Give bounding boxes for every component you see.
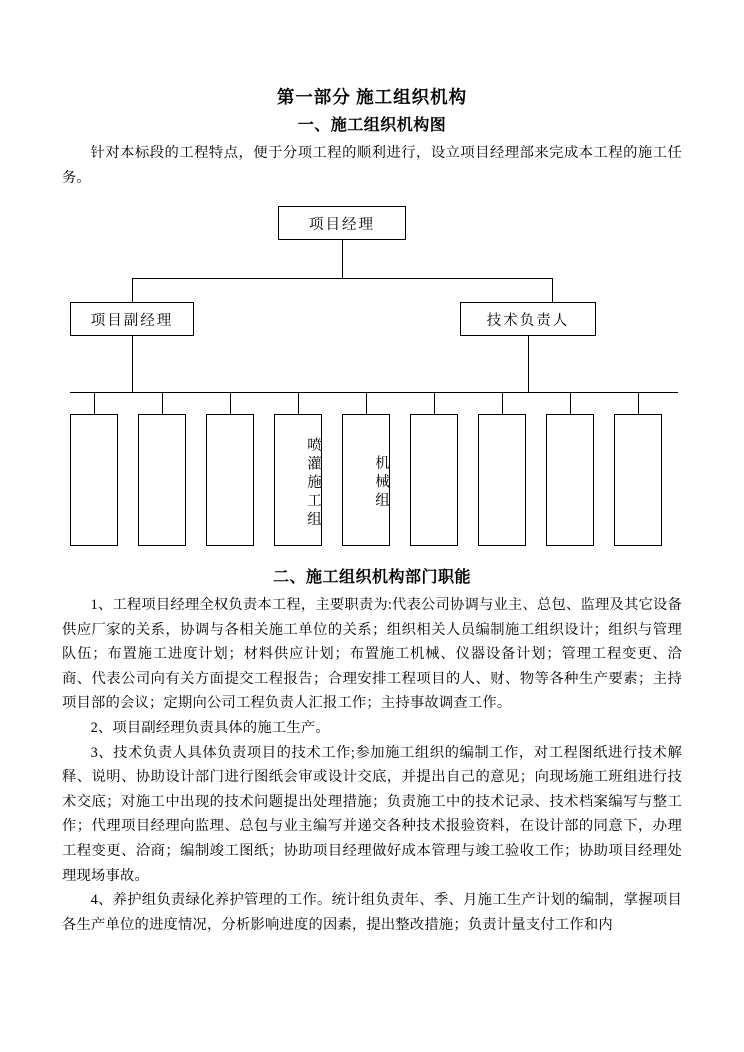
connector-bus-drop-4: [298, 392, 299, 414]
intro-paragraph: 针对本标段的工程特点，便于分项工程的顺利进行，设立项目经理部来完成本工程的施工任务。: [62, 145, 682, 186]
connector-bus-drop-6: [434, 392, 435, 414]
org-chart: [62, 206, 682, 561]
org-node-tech-lead-label: 技术负责人: [486, 312, 570, 329]
org-node-dept-6: [410, 414, 458, 546]
connector-level2-right-drop: [552, 278, 553, 302]
org-node-top: [278, 206, 406, 240]
section-heading-2: 二、施工组织机构部门职能: [272, 569, 471, 587]
org-node-dept-irrigation-label: 喷灌施工组: [305, 436, 321, 530]
org-node-dept-2: [138, 414, 186, 546]
page-title: 第一部分 施工组织机构: [276, 87, 468, 107]
org-node-dept-machinery-label: 机械组: [373, 455, 389, 511]
connector-bus-drop-7: [502, 392, 503, 414]
connector-bus-feed-right: [528, 336, 529, 392]
duty-paragraph-3: 3、技术负责人具体负责项目的技术工作;参加施工组织的编制工作，对工程图纸进行技术解释、说明、协助设计部门进行图纸会审或设计交底，并提出自己的意见；向现场施工班组进行技术交底；对施工中出现的技术问题提出处理措施；负责施工中的技术记录、技术档案编写与整工作；代理项目经理向监理、总包与业主编写并递交各种技术报验资料，在设计部的同意下，办理工程变更、洽商；编制竣工图纸；协助项目经理做好成本管理与竣工验收工作；协助项目经理处理现场事故。: [62, 744, 682, 884]
org-node-dept-irrigation: [274, 414, 322, 546]
org-node-dept-8: [546, 414, 594, 546]
connector-bus-drop-2: [162, 392, 163, 414]
org-node-dept-1: [70, 414, 118, 546]
duty-paragraph-1: 1、工程项目经理全权负责本工程，主要职责为:代表公司协调与业主、总包、监理及其它设备供应厂家的关系，协调与各相关施工单位的关系；组织相关人员编制施工组织设计；组织与管理队伍；布置施工进度计划；材料供应计划；布置施工机械、仪器设备计划；管理工程变更、洽商、代表公司向有关方面提交工程报告；合理安排工程项目的人、财、物等各种生产要素；主持项目部的会议；定期向公司工程负责人汇报工作；主持事故调查工作。: [62, 597, 682, 712]
connector-bus-drop-5: [366, 392, 367, 414]
org-node-dept-7: [478, 414, 526, 546]
duty-paragraph-2: 2、项目副经理负责具体的施工生产。: [90, 720, 330, 737]
org-node-tech-lead: [460, 302, 596, 336]
connector-bus-drop-9: [638, 392, 639, 414]
org-node-deputy-manager: [70, 302, 194, 336]
connector-bus-drop-1: [94, 392, 95, 414]
org-node-dept-9: [614, 414, 662, 546]
connector-level2-horizontal: [132, 278, 552, 279]
org-node-dept-3: [206, 414, 254, 546]
connector-bus-drop-3: [230, 392, 231, 414]
org-node-top-label: 项目经理: [309, 216, 375, 233]
connector-top-vertical: [342, 240, 343, 278]
duties-paragraphs: [62, 593, 682, 937]
connector-bus-drop-8: [570, 392, 571, 414]
section-heading-1: 一、施工组织机构图: [297, 117, 447, 134]
connector-bus-feed-left: [132, 336, 133, 392]
connector-level2-left-drop: [132, 278, 133, 302]
duty-paragraph-4: 4、养护组负责绿化养护管理的工作。统计组负责年、季、月施工生产计划的编制，掌握项目各生产单位的进度情况，分析影响进度的因素，提出整改措施；负责计量支付工作和内: [62, 892, 682, 933]
org-node-deputy-manager-label: 项目副经理: [90, 312, 174, 329]
org-node-dept-machinery: [342, 414, 390, 546]
